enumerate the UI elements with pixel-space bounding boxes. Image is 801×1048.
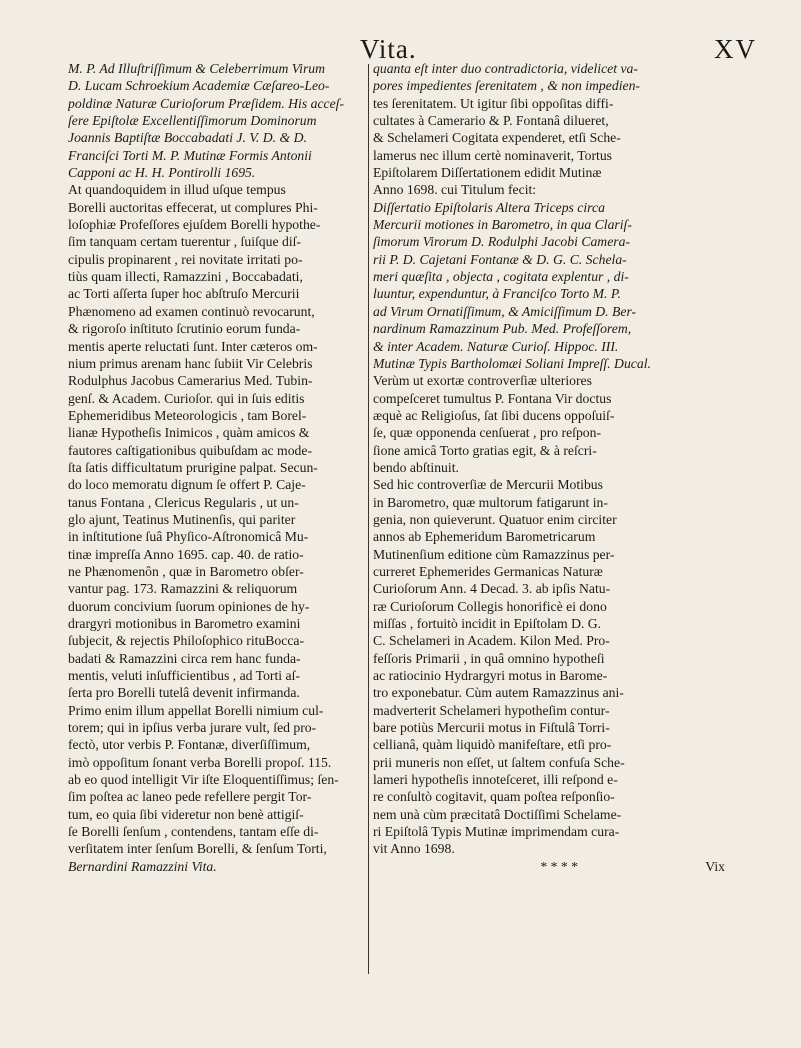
text-line: fautores caſtigationibus quibuſdam ac mode-	[68, 442, 313, 458]
text-line: Sed hic controverſiæ de Mercurii Motibus	[373, 477, 603, 493]
text-line: & inter Academ. Naturæ Curioſ. Hippoc. III.	[373, 338, 619, 354]
text-line: compeſceret tumultus P. Fontana Vir doctus	[373, 390, 612, 406]
text-line: Curioſorum Ann. 4 Decad. 3. ab ipſis Natu-	[373, 581, 611, 597]
text-line: torem; qui in ipſius verba jurare vult, ſed pro-	[68, 720, 317, 736]
text-line: ſimorum Virorum D. Rodulphi Jacobi Camera-	[373, 234, 631, 250]
text-line: ſe Borelli ſenſum , contendens, tantam eſſe di-	[68, 824, 319, 840]
text-line: prii muneris non eſſet, ut ſaltem confuſa Sche-	[373, 754, 625, 770]
text-line: Anno 1698. cui Titulum fecit:	[373, 182, 537, 198]
text-line: verſitatem inter ſenſum Borelli, & ſenſum Torti,	[68, 841, 327, 857]
text-line: M. P. Ad Illuſtriſſimum & Celeberrimum Virum	[68, 61, 326, 76]
text-line: lameri hypotheſis innoteſceret, illi reſpond e-	[373, 772, 618, 788]
text-line: curreret Ephemerides Germanicas Naturæ	[373, 563, 603, 579]
text-line: ſim poſtea ac laneo pede refellere pergit Tor-	[68, 789, 312, 805]
text-line: Mutinæ Typis Bartholomæi Soliani Impreſſ. Ducal.	[373, 355, 651, 371]
text-line: Capponi ac H. H. Pontirolli 1695.	[68, 165, 256, 181]
text-line: genſ. & Academ. Curioſor. qui in ſuis editis	[68, 390, 305, 406]
text-line: luuntur, expenduntur, à Franciſco Torto M. P.	[373, 286, 621, 302]
text-line: cultates à Camerario & P. Fontanâ dilueret,	[373, 113, 609, 129]
text-line: ſe, quæ opponenda cenſuerat , pro reſpon-	[373, 425, 602, 441]
text-line: quanta eſt inter duo contradictoria, videlicet va-	[373, 61, 638, 76]
text-line: cellianâ, quàm liquidò manifeſtare, etſi pro-	[373, 737, 612, 753]
text-line: tiùs quam illecti, Ramazzini , Boccabadati,	[68, 269, 303, 285]
text-line: tro exponebatur. Cùm autem Ramazzinus ani-	[373, 685, 624, 701]
text-line: ſubjecit, & rejectis Philoſophico rituBocca-	[68, 633, 305, 649]
text-line: vit Anno 1698.	[373, 841, 455, 857]
text-line: bare potiùs Mercurii motus in Fiſtulâ Torri-	[373, 720, 610, 736]
text-line: drargyri motionibus in Barometro examini	[68, 616, 301, 631]
text-line: At quandoquidem in illud uſque tempus	[68, 182, 286, 198]
text-line: Epiſtolarem Diſſertationem edidit Mutinæ	[373, 165, 602, 181]
text-line: Franciſci Torti M. P. Mutinæ Formis Antonii	[68, 147, 312, 163]
text-line: Rodulphus Jacobus Camerarius Med. Tubin-	[68, 373, 313, 389]
text-line: glo ajunt, Teatinus Mutinenſis, qui pariter	[68, 511, 296, 527]
text-line: & rigoroſo inſtituto ſcrutinio eorum funda-	[68, 321, 301, 337]
text-line: imò oppoſitum ſonant verba Borelli propoſ. 115.	[68, 754, 332, 770]
text-line: ad Virum Ornatiſſimum, & Amiciſſimum D. Ber-	[373, 303, 637, 319]
text-line: rii P. D. Cajetani Fontanæ & D. G. C. Schela-	[373, 251, 627, 267]
text-line: tes ſerenitatem. Ut igitur ſibi oppoſitas diffi-	[373, 95, 614, 111]
text-line: ac ratiocinio Hydrargyri motus in Barome-	[373, 668, 608, 684]
text-line: ſta ſatis difficultatum prurigine palpat. Secun-	[68, 459, 318, 475]
text-line: D. Lucam Schroekium Academiæ Cæſareo-Leo-	[68, 78, 330, 94]
text-line: Primo enim illum appellat Borelli nimium cul-	[68, 702, 324, 718]
text-line: re conſultò cogitavit, quam poſtea reſponſio-	[373, 789, 615, 805]
right-text-column	[373, 60, 725, 1048]
page-number: XV	[714, 34, 757, 64]
text-line: Borelli auctoritas effecerat, ut complures Phi-	[68, 199, 318, 215]
catchword: Vix	[705, 858, 725, 874]
text-line: Diſſertatio Epiſtolaris Altera Triceps circa	[373, 199, 605, 215]
text-line: ac Torti aſſerta ſuper hoc abſtruſo Mercurii	[68, 286, 300, 302]
text-line: Joannis Baptiſtæ Boccabadati J. V. D. & D.	[68, 130, 307, 146]
text-line: & Schelameri Cogitata expenderet, etſi Sche-	[373, 130, 621, 146]
running-title: Vita.	[360, 34, 417, 64]
text-line: ne Phænomenôn , quæ in Barometro obſer-	[68, 563, 304, 579]
text-line: genia, non quieverunt. Quatuor enim circiter	[373, 511, 617, 527]
text-line: ræ Curioſorum Collegis honorificè ei dono	[373, 598, 607, 614]
text-line: tinæ impreſſa Anno 1695. cap. 40. de ratio-	[68, 546, 304, 562]
text-line: annos ab Ephemeridum Barometricarum	[373, 529, 596, 545]
text-line: Phænomeno ad examen continuò revocarunt,	[68, 303, 315, 319]
text-line: do loco memoratu dignum ſe offert P. Caje-	[68, 477, 306, 493]
text-line: cipulis propinarent , rei novitate irritati po-	[68, 251, 303, 267]
text-line: duorum concivium ſuorum opiniones de hy-	[68, 598, 310, 614]
text-line: fectò, utor verbis P. Fontanæ, diverſiſſimum,	[68, 737, 311, 753]
text-line: Mercurii motiones in Barometro, in qua Clariſ-	[373, 217, 632, 233]
text-line: nium primus arenam hanc ſubiit Vir Celebris	[68, 355, 313, 371]
text-line: ſerta pro Borelli tutelâ devenit infirmanda.	[68, 685, 300, 701]
text-line: mentis, veluti inſufficientibus , ad Torti aſ-	[68, 668, 300, 684]
text-line: nardinum Ramazzinum Pub. Med. Profeſſorem,	[373, 321, 632, 337]
text-line: madverterit Schelameri hypotheſim contur-	[373, 702, 610, 718]
text-line: bendo abſtinuit.	[373, 459, 459, 475]
text-line: Mutinenſium editione cùm Ramazzinus per-	[373, 546, 615, 562]
text-line: ab eo quod intelligit Vir iſte Eloquentiſſimus; ſen-	[68, 772, 339, 788]
text-line: lianæ Hypotheſis Inimicos , quàm amicos &	[68, 425, 310, 441]
text-line: nem unà cùm præcitatâ Doctiſſimi Schelame-	[373, 806, 622, 822]
text-line: meri quæſita , objecta , cogitata explentur , di-	[373, 269, 629, 285]
text-line: Ephemeridibus Meteorologicis , tam Borel-	[68, 407, 307, 423]
left-text-column	[68, 60, 365, 1048]
column-divider	[368, 64, 369, 974]
text-line: ri Epiſtolâ Typis Mutinæ imprimendam cura-	[373, 824, 620, 840]
text-line: Bernardini Ramazzini Vita.	[68, 858, 217, 874]
ornament: * * * *	[540, 858, 578, 874]
footer-row	[373, 858, 725, 875]
text-line: ſim tanquam certam tuerentur , ſuiſque diſ-	[68, 234, 301, 250]
text-line: ſere Epiſtolæ Excellentiſſimorum Dominorum	[68, 113, 317, 129]
text-line: in inſtitutione ſuâ Phyſico-Aſtronomicâ Mu-	[68, 529, 309, 545]
text-line: in Barometro, quæ multorum fatigarunt in-	[373, 494, 608, 510]
text-line: ſione amicâ Torto gratias egit, & à reſcri-	[373, 442, 597, 458]
text-line: tanus Fontana , Clericus Regularis , ut un-	[68, 494, 299, 510]
text-line: lamerus nec illum certè nominaverit, Tortus	[373, 147, 613, 163]
text-line: badati & Ramazzini circa rem hanc funda-	[68, 650, 301, 666]
text-line: mentis aperte reluctati ſunt. Inter cæteros om-	[68, 338, 318, 354]
text-line: Verùm ut exortæ controverſiæ ulteriores	[373, 373, 592, 389]
text-line: feſſoris Primarii , in quâ omnino hypotheſi	[373, 650, 605, 666]
text-line: vantur pag. 173. Ramazzini & reliquorum	[68, 581, 298, 597]
text-line: tum, eo quia ſibi videretur non benè attigiſ-	[68, 806, 304, 822]
text-line: æquè ac Religioſus, ſat ſibi ducens oppoſuiſ-	[373, 407, 615, 423]
text-line: loſophiæ Profeſſores ejuſdem Borelli hypothe-	[68, 217, 321, 233]
text-line: pores impedientes ſerenitatem , & non impedien-	[373, 78, 640, 94]
text-line: miſſas , fortuitò incidit in Epiſtolam D. G.	[373, 616, 602, 631]
text-line: C. Schelameri in Academ. Kilon Med. Pro-	[373, 633, 610, 649]
text-line: poldinæ Naturæ Curioſorum Præſidem. His acceſ-	[68, 95, 345, 111]
